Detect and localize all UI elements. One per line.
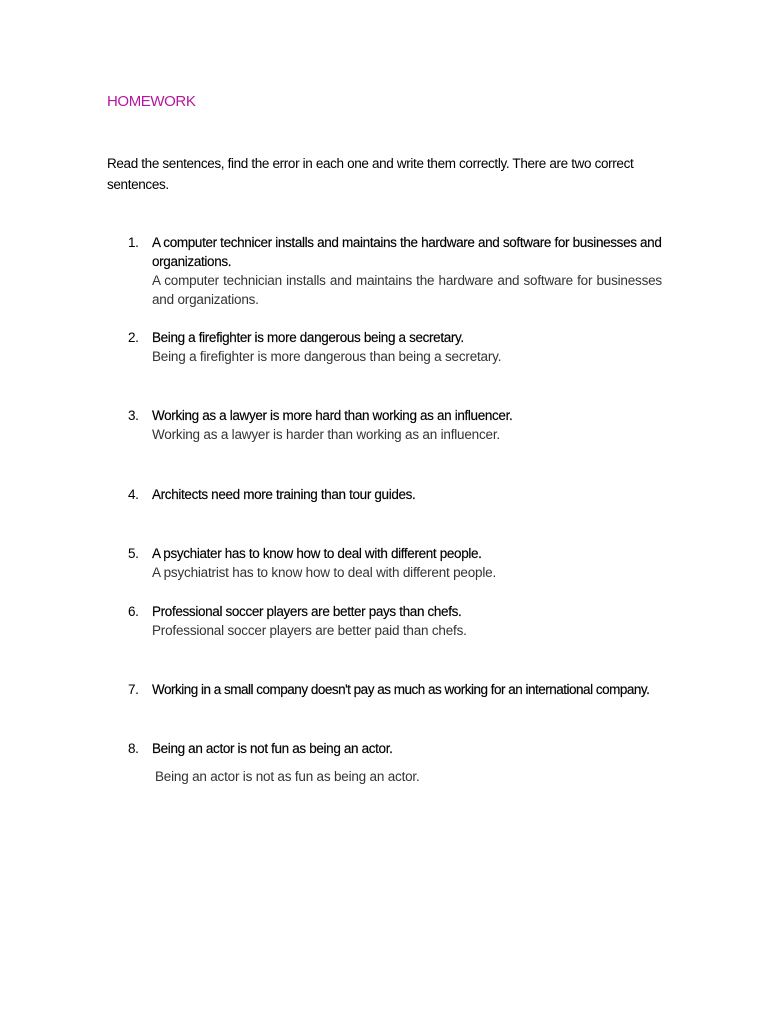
item-number: 5. xyxy=(128,546,139,561)
item-question: A psychiater has to know how to deal with different people. xyxy=(152,546,482,561)
item-question: Professional soccer players are better pays than chefs. xyxy=(152,604,462,619)
item-number: 7. xyxy=(128,682,139,697)
item-answer: A psychiatrist has to know how to deal with different people. xyxy=(152,565,497,580)
item-question: Working as a lawyer is more hard than working as an influencer. xyxy=(152,408,513,423)
item-body xyxy=(152,739,662,786)
page-title: HOMEWORK xyxy=(107,93,196,110)
item-answer: Working as a lawyer is harder than working as an influencer. xyxy=(152,427,500,442)
item-question: Working in a small company doesn't pay as much as working for an international company. xyxy=(152,682,650,697)
item-body xyxy=(152,233,662,309)
item-number: 1. xyxy=(128,235,139,250)
item-number: 8. xyxy=(128,741,139,756)
item-question: Being an actor is not fun as being an actor. xyxy=(152,741,393,756)
item-body xyxy=(152,602,662,640)
item-number: 6. xyxy=(128,604,139,619)
item-question: Being a firefighter is more dangerous being a secretary. xyxy=(152,330,464,345)
item-body xyxy=(152,680,682,699)
item-body xyxy=(152,328,662,366)
item-answer: A computer technician installs and maintains the hardware and software for businesses and organizations. xyxy=(152,273,662,307)
item-number: 2. xyxy=(128,330,139,345)
item-body xyxy=(152,406,662,444)
item-answer: Being a firefighter is more dangerous than being a secretary. xyxy=(152,349,502,364)
item-body xyxy=(152,485,662,504)
item-body xyxy=(152,544,662,582)
item-number: 3. xyxy=(128,408,139,423)
item-question: A computer technicer installs and maintains the hardware and software for businesses and organizations. xyxy=(152,235,662,269)
item-answer: Professional soccer players are better paid than chefs. xyxy=(152,623,467,638)
item-answer: Being an actor is not as fun as being an actor. xyxy=(155,769,420,784)
instructions-text: Read the sentences, find the error in each one and write them correctly. There are two correct sentences. xyxy=(107,156,634,192)
item-number: 4. xyxy=(128,487,139,502)
item-question: Architects need more training than tour guides. xyxy=(152,487,416,502)
